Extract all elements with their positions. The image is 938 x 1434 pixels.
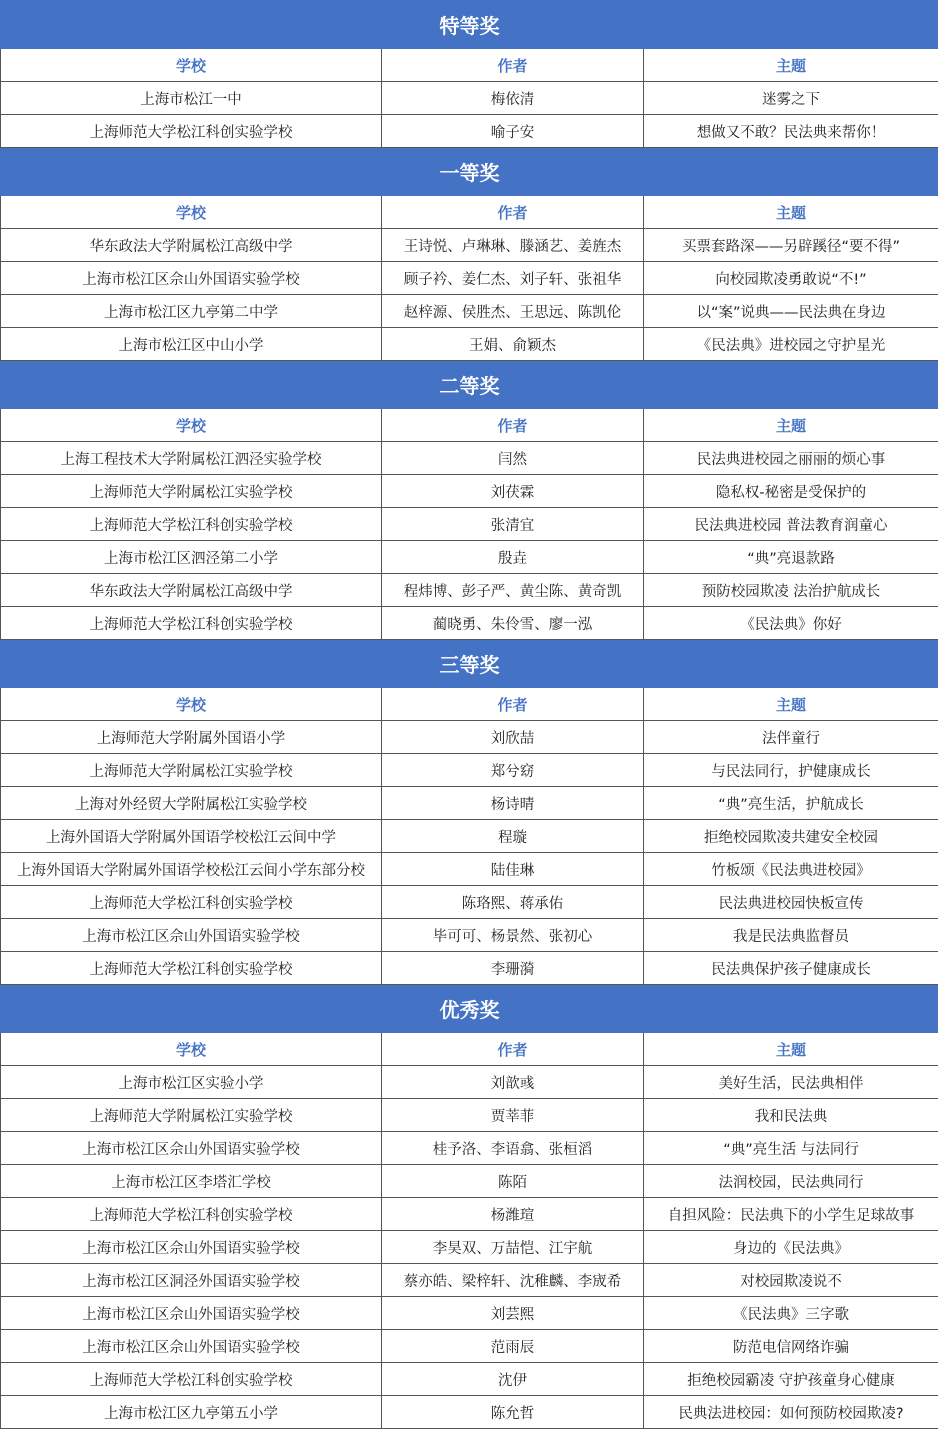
topic-cell: 向校园欺凌勇敢说“不!” xyxy=(644,262,938,295)
author-cell: 王娟、俞颖杰 xyxy=(382,328,644,361)
topic-cell: 法润校园，民法典同行 xyxy=(644,1165,938,1198)
column-header-row xyxy=(1,409,938,442)
table-row xyxy=(1,295,938,328)
school-cell: 华东政法大学附属松江高级中学 xyxy=(1,229,382,262)
topic-cell: 我和民法典 xyxy=(644,1099,938,1132)
topic-cell: 美好生活，民法典相伴 xyxy=(644,1066,938,1099)
author-cell: 殷垚 xyxy=(382,541,644,574)
table-row xyxy=(1,1297,938,1330)
author-cell: 李昊双、万喆恺、江宇航 xyxy=(382,1231,644,1264)
school-cell: 上海外国语大学附属外国语学校松江云间中学 xyxy=(1,820,382,853)
topic-cell: 民法典进校园之丽丽的烦心事 xyxy=(644,442,938,475)
table-row xyxy=(1,541,938,574)
author-cell: 刘欣喆 xyxy=(382,721,644,754)
topic-cell: 拒绝校园欺凌共建安全校园 xyxy=(644,820,938,853)
topic-cell: 想做又不敢？民法典来帮你！ xyxy=(644,115,938,148)
author-cell: 沈伊 xyxy=(382,1363,644,1396)
topic-cell: 对校园欺凌说不 xyxy=(644,1264,938,1297)
topic-cell: 以“案”说典——民法典在身边 xyxy=(644,295,938,328)
school-cell: 上海市松江区李塔汇学校 xyxy=(1,1165,382,1198)
author-cell: 刘芸熙 xyxy=(382,1297,644,1330)
table-row xyxy=(1,262,938,295)
school-cell: 上海师范大学松江科创实验学校 xyxy=(1,1198,382,1231)
author-cell: 闫然 xyxy=(382,442,644,475)
topic-cell: 《民法典》进校园之守护星光 xyxy=(644,328,938,361)
table-row xyxy=(1,1396,938,1429)
topic-cell: 我是民法典监督员 xyxy=(644,919,938,952)
table-row xyxy=(1,853,938,886)
school-cell: 上海对外经贸大学附属松江实验学校 xyxy=(1,787,382,820)
school-cell: 上海市松江区佘山外国语实验学校 xyxy=(1,1330,382,1363)
award-section-header xyxy=(1,361,938,409)
table-row xyxy=(1,1198,938,1231)
table-row xyxy=(1,1363,938,1396)
award-level-title: 优秀奖 xyxy=(1,985,938,1033)
school-cell: 上海市松江区实验小学 xyxy=(1,1066,382,1099)
topic-cell: 竹板颂《民法典进校园》 xyxy=(644,853,938,886)
school-cell: 上海市松江区泗泾第二小学 xyxy=(1,541,382,574)
topic-cell: 隐私权-秘密是受保护的 xyxy=(644,475,938,508)
school-cell: 上海市松江区洞泾外国语实验学校 xyxy=(1,1264,382,1297)
topic-cell: 民法典进校园 普法教育润童心 xyxy=(644,508,938,541)
topic-cell: 与民法同行，护健康成长 xyxy=(644,754,938,787)
topic-cell: 民典法进校园：如何预防校园欺凌? xyxy=(644,1396,938,1429)
column-header-topic: 主题 xyxy=(644,688,938,721)
school-cell: 上海市松江区九亭第二中学 xyxy=(1,295,382,328)
author-cell: 顾子衿、姜仁杰、刘子轩、张祖华 xyxy=(382,262,644,295)
author-cell: 陈允哲 xyxy=(382,1396,644,1429)
author-cell: 王诗悦、卢琳琳、滕涵艺、姜旌杰 xyxy=(382,229,644,262)
award-level-title: 特等奖 xyxy=(1,1,938,49)
author-cell: 蔺晓勇、朱伶雪、廖一泓 xyxy=(382,607,644,640)
author-cell: 刘茯霖 xyxy=(382,475,644,508)
school-cell: 上海师范大学附属松江实验学校 xyxy=(1,475,382,508)
table-row xyxy=(1,1099,938,1132)
column-header-author: 作者 xyxy=(382,409,644,442)
topic-cell: 自担风险：民法典下的小学生足球故事 xyxy=(644,1198,938,1231)
column-header-school: 学校 xyxy=(1,49,382,82)
topic-cell: 迷雾之下 xyxy=(644,82,938,115)
award-level-title: 一等奖 xyxy=(1,148,938,196)
column-header-school: 学校 xyxy=(1,688,382,721)
topic-cell: 民法典保护孩子健康成长 xyxy=(644,952,938,985)
topic-cell: “典”亮退款路 xyxy=(644,541,938,574)
table-row xyxy=(1,1132,938,1165)
column-header-row xyxy=(1,688,938,721)
column-header-topic: 主题 xyxy=(644,196,938,229)
column-header-topic: 主题 xyxy=(644,49,938,82)
column-header-author: 作者 xyxy=(382,196,644,229)
author-cell: 赵梓源、侯胜杰、王思远、陈凯伦 xyxy=(382,295,644,328)
table-row xyxy=(1,1264,938,1297)
school-cell: 上海市松江区佘山外国语实验学校 xyxy=(1,1132,382,1165)
table-row xyxy=(1,787,938,820)
column-header-author: 作者 xyxy=(382,1033,644,1066)
topic-cell: “典”亮生活，护航成长 xyxy=(644,787,938,820)
school-cell: 上海师范大学附属外国语小学 xyxy=(1,721,382,754)
table-row xyxy=(1,82,938,115)
author-cell: 梅依清 xyxy=(382,82,644,115)
table-row xyxy=(1,820,938,853)
school-cell: 上海师范大学松江科创实验学校 xyxy=(1,886,382,919)
column-header-school: 学校 xyxy=(1,196,382,229)
school-cell: 上海市松江区佘山外国语实验学校 xyxy=(1,1297,382,1330)
award-section-header xyxy=(1,1,938,49)
school-cell: 上海师范大学附属松江实验学校 xyxy=(1,754,382,787)
topic-cell: 民法典进校园快板宣传 xyxy=(644,886,938,919)
author-cell: 杨诗晴 xyxy=(382,787,644,820)
award-level-title: 三等奖 xyxy=(1,640,938,688)
column-header-topic: 主题 xyxy=(644,409,938,442)
table-row xyxy=(1,919,938,952)
topic-cell: 预防校园欺凌 法治护航成长 xyxy=(644,574,938,607)
table-row xyxy=(1,1165,938,1198)
table-row xyxy=(1,1231,938,1264)
author-cell: 李珊漪 xyxy=(382,952,644,985)
school-cell: 上海市松江区佘山外国语实验学校 xyxy=(1,262,382,295)
author-cell: 蔡亦皓、梁梓轩、沈稚麟、李宬希 xyxy=(382,1264,644,1297)
school-cell: 上海市松江一中 xyxy=(1,82,382,115)
table-row xyxy=(1,328,938,361)
table-row xyxy=(1,1330,938,1363)
school-cell: 上海师范大学松江科创实验学校 xyxy=(1,1363,382,1396)
column-header-school: 学校 xyxy=(1,409,382,442)
author-cell: 喻子安 xyxy=(382,115,644,148)
author-cell: 杨潍瑄 xyxy=(382,1198,644,1231)
school-cell: 上海市松江区佘山外国语实验学校 xyxy=(1,1231,382,1264)
school-cell: 上海工程技术大学附属松江泗泾实验学校 xyxy=(1,442,382,475)
author-cell: 桂予洛、李语翕、张桓滔 xyxy=(382,1132,644,1165)
school-cell: 上海市松江区中山小学 xyxy=(1,328,382,361)
school-cell: 上海师范大学松江科创实验学校 xyxy=(1,508,382,541)
author-cell: 程璇 xyxy=(382,820,644,853)
school-cell: 上海师范大学松江科创实验学校 xyxy=(1,607,382,640)
column-header-row xyxy=(1,196,938,229)
topic-cell: 《民法典》你好 xyxy=(644,607,938,640)
school-cell: 上海市松江区佘山外国语实验学校 xyxy=(1,919,382,952)
topic-cell: 身边的《民法典》 xyxy=(644,1231,938,1264)
topic-cell: 法伴童行 xyxy=(644,721,938,754)
school-cell: 上海市松江区九亭第五小学 xyxy=(1,1396,382,1429)
table-row xyxy=(1,1066,938,1099)
table-row xyxy=(1,886,938,919)
school-cell: 华东政法大学附属松江高级中学 xyxy=(1,574,382,607)
table-row xyxy=(1,508,938,541)
table-row xyxy=(1,721,938,754)
table-row xyxy=(1,115,938,148)
table-row xyxy=(1,475,938,508)
school-cell: 上海师范大学松江科创实验学校 xyxy=(1,115,382,148)
award-section-header xyxy=(1,640,938,688)
topic-cell: “典”亮生活 与法同行 xyxy=(644,1132,938,1165)
table-row xyxy=(1,442,938,475)
school-cell: 上海外国语大学附属外国语学校松江云间小学东部分校 xyxy=(1,853,382,886)
award-section-header xyxy=(1,985,938,1033)
author-cell: 毕可可、杨景然、张初心 xyxy=(382,919,644,952)
author-cell: 陆佳琳 xyxy=(382,853,644,886)
column-header-school: 学校 xyxy=(1,1033,382,1066)
award-section-header xyxy=(1,148,938,196)
topic-cell: 买票套路深——另辟蹊径“要不得” xyxy=(644,229,938,262)
topic-cell: 防范电信网络诈骗 xyxy=(644,1330,938,1363)
author-cell: 郑兮窈 xyxy=(382,754,644,787)
column-header-topic: 主题 xyxy=(644,1033,938,1066)
table-row xyxy=(1,607,938,640)
author-cell: 贾莘菲 xyxy=(382,1099,644,1132)
author-cell: 刘歆彧 xyxy=(382,1066,644,1099)
table-row xyxy=(1,574,938,607)
column-header-author: 作者 xyxy=(382,49,644,82)
column-header-row xyxy=(1,1033,938,1066)
column-header-author: 作者 xyxy=(382,688,644,721)
school-cell: 上海师范大学附属松江实验学校 xyxy=(1,1099,382,1132)
author-cell: 范雨辰 xyxy=(382,1330,644,1363)
award-level-title: 二等奖 xyxy=(1,361,938,409)
column-header-row xyxy=(1,49,938,82)
topic-cell: 拒绝校园霸凌 守护孩童身心健康 xyxy=(644,1363,938,1396)
table-row xyxy=(1,229,938,262)
author-cell: 程炜博、彭子严、黄尘陈、黄奇凯 xyxy=(382,574,644,607)
table-row xyxy=(1,754,938,787)
school-cell: 上海师范大学松江科创实验学校 xyxy=(1,952,382,985)
author-cell: 陈陌 xyxy=(382,1165,644,1198)
table-row xyxy=(1,952,938,985)
author-cell: 陈珞熙、蒋承佑 xyxy=(382,886,644,919)
topic-cell: 《民法典》三字歌 xyxy=(644,1297,938,1330)
author-cell: 张清宜 xyxy=(382,508,644,541)
